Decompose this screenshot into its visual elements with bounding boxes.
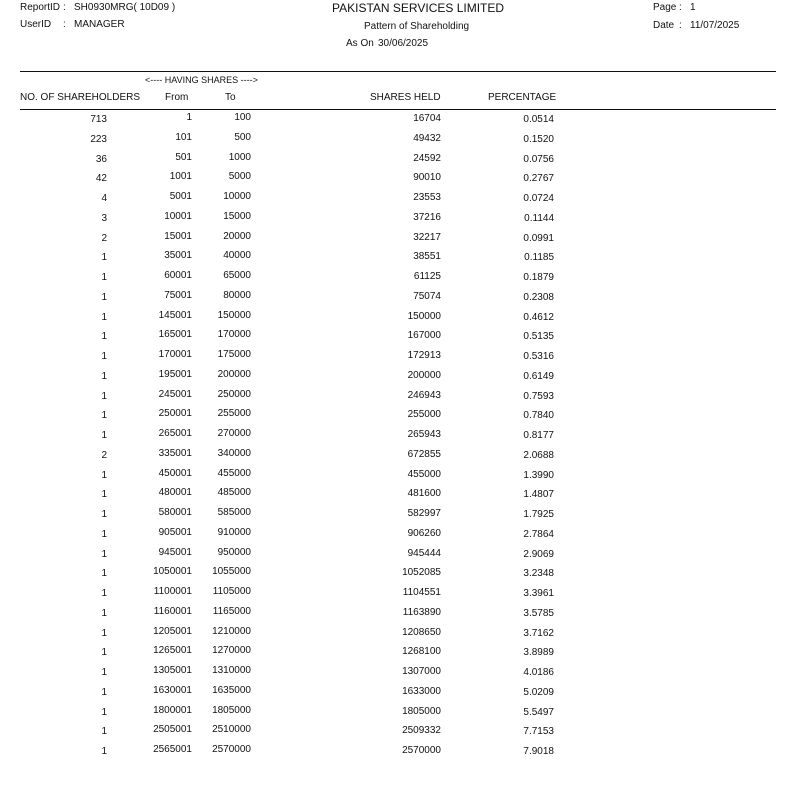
cell-percentage: 0.0991	[523, 232, 554, 244]
cell-to: 170000	[217, 329, 251, 341]
cell-percentage: 3.3961	[523, 588, 554, 599]
cell-from: 1630001	[153, 684, 192, 696]
cell-to: 5000	[228, 171, 251, 183]
cell-shares-held: 255000	[407, 409, 441, 421]
cell-holders: 1	[101, 370, 107, 382]
cell-to: 2510000	[212, 724, 251, 736]
cell-holders: 713	[90, 114, 107, 125]
col-header-to: To	[225, 92, 236, 103]
cell-to: 80000	[223, 289, 251, 301]
cell-shares-held: 24592	[413, 152, 441, 164]
table-row	[0, 606, 800, 626]
cell-to: 1270000	[212, 645, 251, 657]
table-row	[0, 211, 800, 231]
cell-shares-held: 23553	[413, 192, 441, 203]
cell-from: 450001	[158, 467, 192, 479]
table-row	[0, 349, 800, 369]
cell-shares-held: 49432	[413, 132, 441, 144]
table-row	[0, 290, 800, 310]
cell-shares-held: 1805000	[402, 705, 441, 717]
cell-from: 2565001	[153, 744, 192, 755]
cell-to: 200000	[217, 368, 251, 380]
cell-from: 265001	[158, 428, 192, 439]
cell-shares-held: 16704	[413, 113, 441, 124]
cell-percentage: 0.2308	[523, 291, 554, 303]
table-row	[0, 744, 800, 764]
cell-percentage: 0.8177	[523, 430, 554, 441]
cell-from: 1265001	[153, 645, 192, 657]
cell-percentage: 0.1144	[524, 212, 554, 224]
cell-holders: 3	[101, 212, 107, 224]
cell-holders: 1	[101, 647, 107, 659]
cell-from: 1160001	[153, 605, 192, 617]
cell-to: 340000	[217, 447, 251, 459]
user-id-value: MANAGER	[74, 19, 125, 30]
cell-percentage: 2.7864	[523, 528, 554, 540]
cell-to: 1210000	[212, 625, 251, 637]
date-label: Date	[653, 20, 675, 31]
cell-percentage: 0.5135	[523, 331, 554, 343]
col-header-percentage: PERCENTAGE	[488, 92, 557, 103]
cell-shares-held: 167000	[407, 330, 441, 342]
cell-from: 35001	[164, 250, 192, 262]
cell-from: 480001	[158, 487, 192, 499]
cell-percentage: 0.1185	[524, 252, 554, 264]
cell-holders: 1	[101, 627, 107, 639]
cell-shares-held: 481600	[407, 488, 441, 500]
cell-from: 580001	[158, 507, 192, 518]
cell-from: 501	[175, 151, 192, 163]
cell-shares-held: 75074	[413, 290, 441, 302]
cell-shares-held: 1163890	[402, 606, 441, 618]
cell-percentage: 0.0514	[523, 114, 554, 125]
cell-percentage: 1.3990	[523, 469, 554, 481]
table-row	[0, 705, 800, 725]
report-id-value: SH0930MRG( 10D09 )	[74, 2, 176, 13]
cell-to: 175000	[217, 349, 251, 360]
cell-shares-held: 90010	[413, 172, 441, 184]
cell-holders: 1	[101, 430, 107, 441]
cell-to: 10000	[223, 191, 251, 202]
cell-holders: 1	[101, 706, 107, 718]
cell-shares-held: 1633000	[402, 685, 441, 697]
table-row	[0, 428, 800, 448]
cell-holders: 1	[101, 489, 107, 501]
cell-holders: 1	[101, 568, 107, 580]
cell-holders: 2	[101, 449, 107, 461]
cell-to: 1635000	[212, 684, 251, 696]
cell-shares-held: 582997	[407, 508, 441, 519]
cell-shares-held: 246943	[407, 389, 441, 401]
date-separator: :	[679, 20, 682, 31]
cell-shares-held: 265943	[407, 429, 441, 440]
cell-shares-held: 906260	[407, 527, 441, 539]
cell-from: 1205001	[153, 625, 192, 637]
cell-holders: 1	[101, 686, 107, 698]
cell-percentage: 1.4807	[523, 489, 554, 501]
cell-holders: 1	[101, 726, 107, 738]
cell-holders: 223	[90, 133, 107, 145]
cell-shares-held: 455000	[407, 468, 441, 480]
cell-from: 145001	[158, 309, 192, 321]
cell-shares-held: 1307000	[402, 666, 441, 677]
cell-from: 945001	[158, 546, 192, 558]
col-header-holders: NO. OF SHAREHOLDERS	[20, 92, 141, 103]
cell-shares-held: 38551	[413, 251, 441, 263]
cell-percentage: 3.8989	[523, 647, 554, 659]
cell-percentage: 0.0756	[523, 153, 554, 165]
table-row	[0, 408, 800, 428]
table-row	[0, 468, 800, 488]
cell-from: 60001	[164, 270, 192, 281]
table-row	[0, 389, 800, 409]
cell-holders: 1	[101, 548, 107, 560]
as-on-date: 30/06/2025	[378, 38, 429, 49]
cell-holders: 36	[95, 153, 107, 165]
table-row	[0, 448, 800, 468]
cell-percentage: 7.7153	[523, 726, 554, 738]
cell-to: 485000	[217, 487, 251, 499]
company-title: PAKISTAN SERVICES LIMITED	[332, 1, 505, 15]
cell-to: 1805000	[212, 704, 251, 716]
table-row	[0, 527, 800, 547]
page-number: 1	[690, 2, 696, 13]
cell-from: 170001	[158, 349, 192, 360]
cell-percentage: 3.2348	[523, 568, 554, 580]
cell-percentage: 4.0186	[523, 667, 554, 678]
cell-percentage: 0.1520	[523, 133, 554, 145]
cell-to: 1105000	[212, 586, 251, 597]
cell-holders: 2	[101, 232, 107, 244]
report-date: 11/07/2025	[690, 20, 740, 31]
cell-to: 455000	[217, 467, 251, 479]
cell-percentage: 0.0724	[523, 193, 554, 204]
cell-shares-held: 200000	[407, 369, 441, 381]
cell-shares-held: 1208650	[402, 626, 441, 638]
cell-percentage: 2.9069	[523, 548, 554, 560]
cell-to: 950000	[217, 546, 251, 558]
cell-percentage: 2.0688	[523, 449, 554, 461]
cell-holders: 1	[101, 607, 107, 619]
table-row	[0, 566, 800, 586]
cell-percentage: 0.6149	[523, 370, 554, 382]
table-row	[0, 191, 800, 211]
table-row	[0, 250, 800, 270]
cell-to: 40000	[223, 250, 251, 262]
cell-to: 15000	[223, 210, 251, 222]
table-row	[0, 231, 800, 251]
cell-holders: 1	[101, 252, 107, 264]
cell-to: 20000	[223, 230, 251, 242]
table-row	[0, 547, 800, 567]
cell-holders: 1	[101, 667, 107, 678]
cell-percentage: 0.4612	[523, 311, 554, 323]
table-row	[0, 329, 800, 349]
table-row	[0, 724, 800, 744]
cell-from: 335001	[158, 447, 192, 459]
cell-from: 2505001	[153, 724, 192, 736]
cell-from: 1050001	[153, 566, 192, 578]
cell-to: 910000	[217, 526, 251, 538]
cell-from: 1305001	[153, 665, 192, 676]
cell-to: 150000	[217, 309, 251, 321]
cell-percentage: 0.2767	[523, 173, 554, 185]
col-header-from: From	[165, 92, 189, 103]
cell-holders: 1	[101, 528, 107, 540]
cell-holders: 1	[101, 331, 107, 343]
cell-percentage: 5.5497	[523, 706, 554, 718]
cell-shares-held: 32217	[413, 231, 441, 243]
table-row	[0, 152, 800, 172]
cell-shares-held: 1268100	[402, 646, 441, 658]
table-row	[0, 507, 800, 527]
cell-holders: 1	[101, 291, 107, 303]
cell-holders: 1	[101, 311, 107, 323]
table-row	[0, 626, 800, 646]
table-row	[0, 685, 800, 705]
table-row	[0, 171, 800, 191]
table-row	[0, 369, 800, 389]
cell-from: 245001	[158, 388, 192, 400]
table-row	[0, 586, 800, 606]
report-id-label: ReportID	[20, 2, 61, 13]
cell-to: 585000	[217, 507, 251, 518]
cell-to: 65000	[223, 270, 251, 281]
cell-from: 15001	[164, 230, 192, 242]
cell-from: 5001	[169, 191, 192, 202]
cell-shares-held: 172913	[407, 350, 441, 361]
cell-percentage: 3.7162	[523, 627, 554, 639]
cell-to: 1000	[228, 151, 251, 163]
cell-from: 101	[175, 131, 192, 143]
cell-to: 1165000	[212, 605, 251, 617]
cell-percentage: 1.7925	[523, 509, 554, 520]
cell-from: 1800001	[153, 704, 192, 716]
cell-holders: 1	[101, 390, 107, 402]
cell-percentage: 3.5785	[523, 607, 554, 619]
cell-shares-held: 61125	[413, 271, 441, 282]
having-shares-label: <---- HAVING SHARES ---->	[145, 75, 258, 85]
cell-holders: 42	[95, 173, 107, 185]
report-subtitle: Pattern of Shareholding	[364, 21, 470, 32]
table-row	[0, 310, 800, 330]
table-row	[0, 132, 800, 152]
cell-from: 1	[186, 112, 192, 123]
report-id-separator: :	[63, 2, 66, 13]
cell-holders: 1	[101, 469, 107, 481]
cell-from: 75001	[164, 289, 192, 301]
cell-from: 905001	[158, 526, 192, 538]
cell-percentage: 0.1879	[523, 272, 554, 283]
cell-to: 1310000	[212, 665, 251, 676]
cell-percentage: 0.7840	[523, 410, 554, 422]
cell-shares-held: 672855	[407, 448, 441, 460]
cell-to: 500	[234, 131, 251, 143]
cell-from: 1100001	[153, 586, 192, 597]
as-on-label: As On	[346, 38, 374, 49]
cell-holders: 1	[101, 746, 107, 757]
cell-percentage: 7.9018	[523, 746, 554, 757]
table-row	[0, 487, 800, 507]
cell-to: 100	[234, 112, 251, 123]
cell-to: 250000	[217, 388, 251, 400]
user-id-label: UserID	[20, 19, 52, 30]
cell-to: 1055000	[212, 566, 251, 578]
cell-from: 1001	[169, 171, 192, 183]
cell-shares-held: 1052085	[402, 567, 441, 579]
cell-percentage: 0.5316	[523, 351, 554, 362]
cell-percentage: 5.0209	[523, 686, 554, 698]
cell-to: 270000	[217, 428, 251, 439]
cell-from: 195001	[158, 368, 192, 380]
table-row	[0, 665, 800, 685]
table-row	[0, 270, 800, 290]
page-separator: :	[679, 2, 682, 13]
cell-from: 165001	[158, 329, 192, 341]
cell-holders: 1	[101, 272, 107, 283]
cell-shares-held: 945444	[407, 547, 441, 559]
cell-from: 250001	[158, 408, 192, 420]
header-bottom-rule	[20, 109, 776, 110]
col-header-shares-held: SHARES HELD	[370, 92, 441, 103]
cell-shares-held: 2570000	[402, 745, 441, 756]
page-label: Page	[653, 2, 677, 13]
cell-from: 10001	[164, 210, 192, 222]
cell-holders: 4	[101, 193, 107, 204]
header-top-rule	[20, 71, 776, 72]
cell-to: 2570000	[212, 744, 251, 755]
cell-shares-held: 1104551	[402, 587, 441, 598]
cell-holders: 1	[101, 410, 107, 422]
user-id-separator: :	[63, 19, 66, 30]
cell-shares-held: 150000	[407, 310, 441, 322]
cell-shares-held: 37216	[413, 211, 441, 223]
cell-holders: 1	[101, 588, 107, 599]
table-row	[0, 112, 800, 132]
table-row	[0, 645, 800, 665]
cell-percentage: 0.7593	[523, 390, 554, 402]
cell-to: 255000	[217, 408, 251, 420]
cell-holders: 1	[101, 509, 107, 520]
cell-holders: 1	[101, 351, 107, 362]
cell-shares-held: 2509332	[402, 725, 441, 737]
